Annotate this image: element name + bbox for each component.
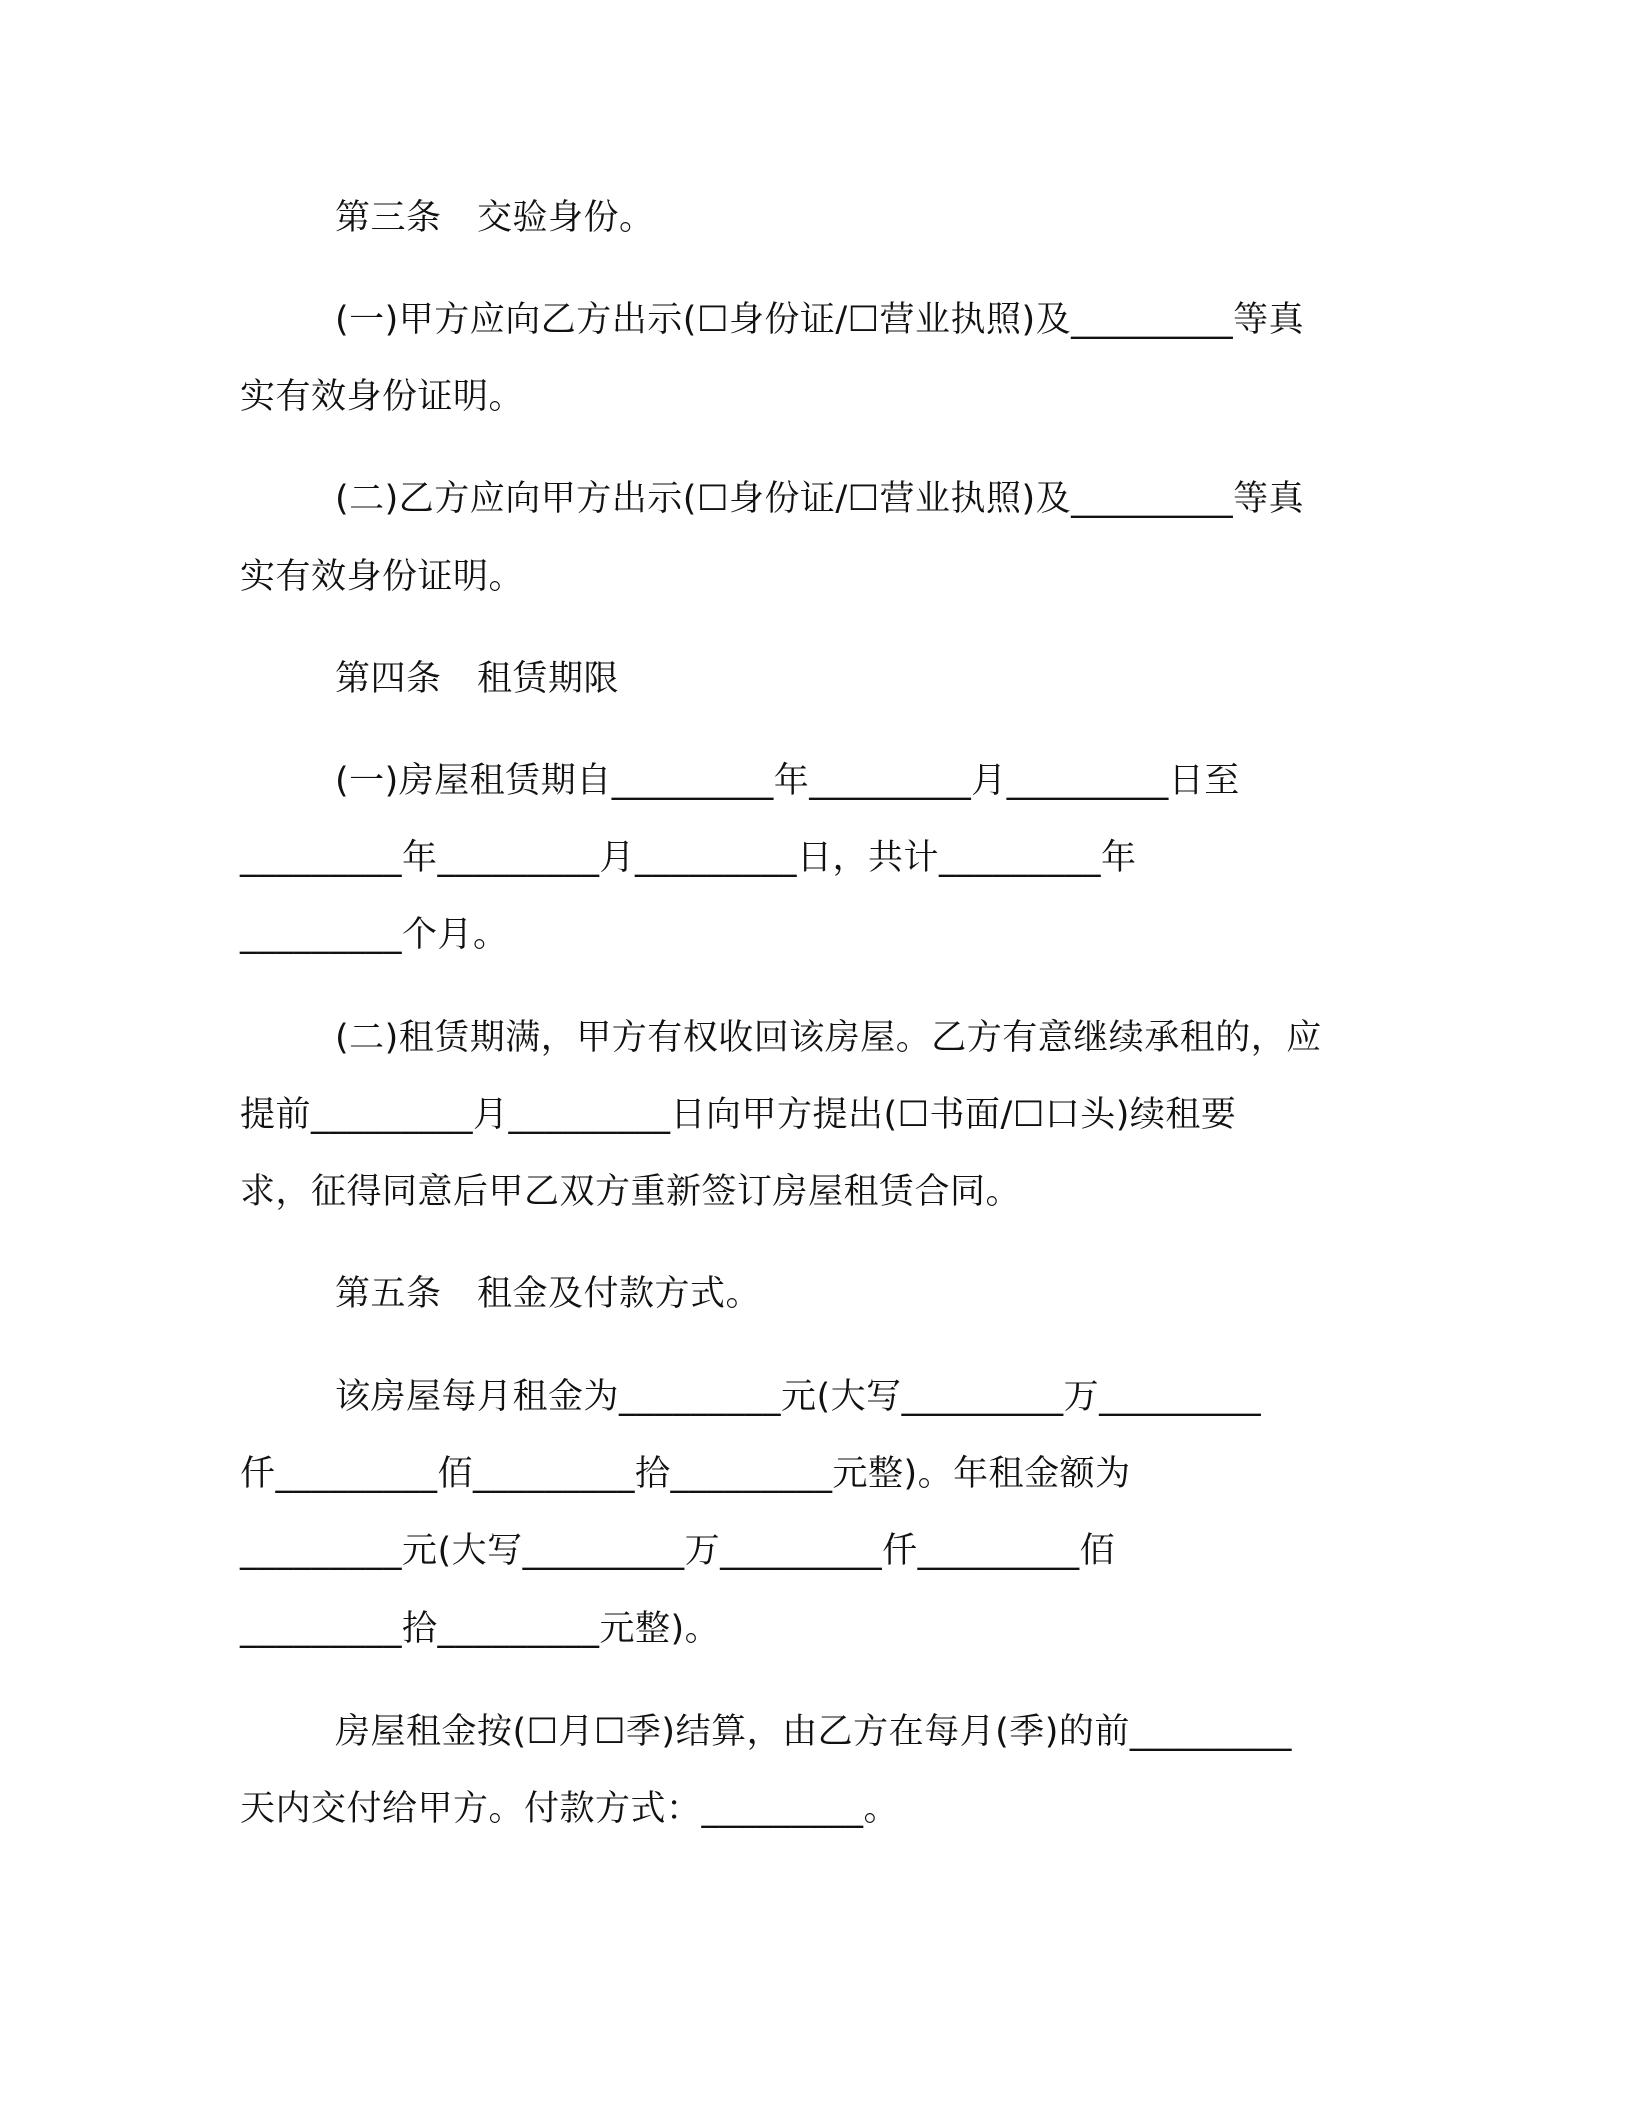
article-4-clause-1-line-2: _________年_________月_________日，共计_________年 bbox=[240, 838, 1137, 878]
article-3-clause-1-line-2: 实有效身份证明。 bbox=[240, 377, 525, 417]
article-4-clause-2-line-1: (二)租赁期满，甲方有权收回该房屋。乙方有意继续承租的，应 bbox=[335, 1018, 1322, 1058]
article-5-payment-line-1: 房屋租金按(☐月☐季)结算，由乙方在每月(季)的前_________ bbox=[335, 1712, 1292, 1752]
article-5-rent-line-1: 该房屋每月租金为_________元(大写_________万_________ bbox=[335, 1377, 1262, 1417]
article-4-clause-2-line-2: 提前_________月_________日向甲方提出(☐书面/☐口头)续租要 bbox=[240, 1095, 1237, 1135]
article-4-clause-2-line-3: 求，征得同意后甲乙双方重新签订房屋租赁合同。 bbox=[240, 1172, 1022, 1212]
article-5-rent-line-4: _________拾_________元整)。 bbox=[240, 1609, 721, 1649]
article-4-clause-1-line-1: (一)房屋租赁期自_________年_________月_________日至 bbox=[335, 761, 1240, 801]
article-5-payment-line-2: 天内交付给甲方。付款方式：_________。 bbox=[240, 1789, 900, 1829]
article-5-rent-line-2: 仟_________佰_________拾_________元整)。年租金额为 bbox=[240, 1454, 1131, 1494]
article-4-clause-1-line-3: _________个月。 bbox=[240, 915, 509, 955]
article-3-heading: 第三条 交验身份。 bbox=[335, 198, 655, 238]
article-3-clause-2-line-2: 实有效身份证明。 bbox=[240, 557, 525, 597]
article-3-clause-1-line-1: (一)甲方应向乙方出示(☐身份证/☐营业执照)及_________等真 bbox=[335, 300, 1305, 340]
article-4-heading: 第四条 租赁期限 bbox=[335, 659, 620, 699]
article-5-rent-line-3: _________元(大写_________万_________仟_________佰 bbox=[240, 1531, 1116, 1571]
article-5-heading: 第五条 租金及付款方式。 bbox=[335, 1274, 762, 1314]
article-3-clause-2-line-1: (二)乙方应向甲方出示(☐身份证/☐营业执照)及_________等真 bbox=[335, 479, 1305, 519]
